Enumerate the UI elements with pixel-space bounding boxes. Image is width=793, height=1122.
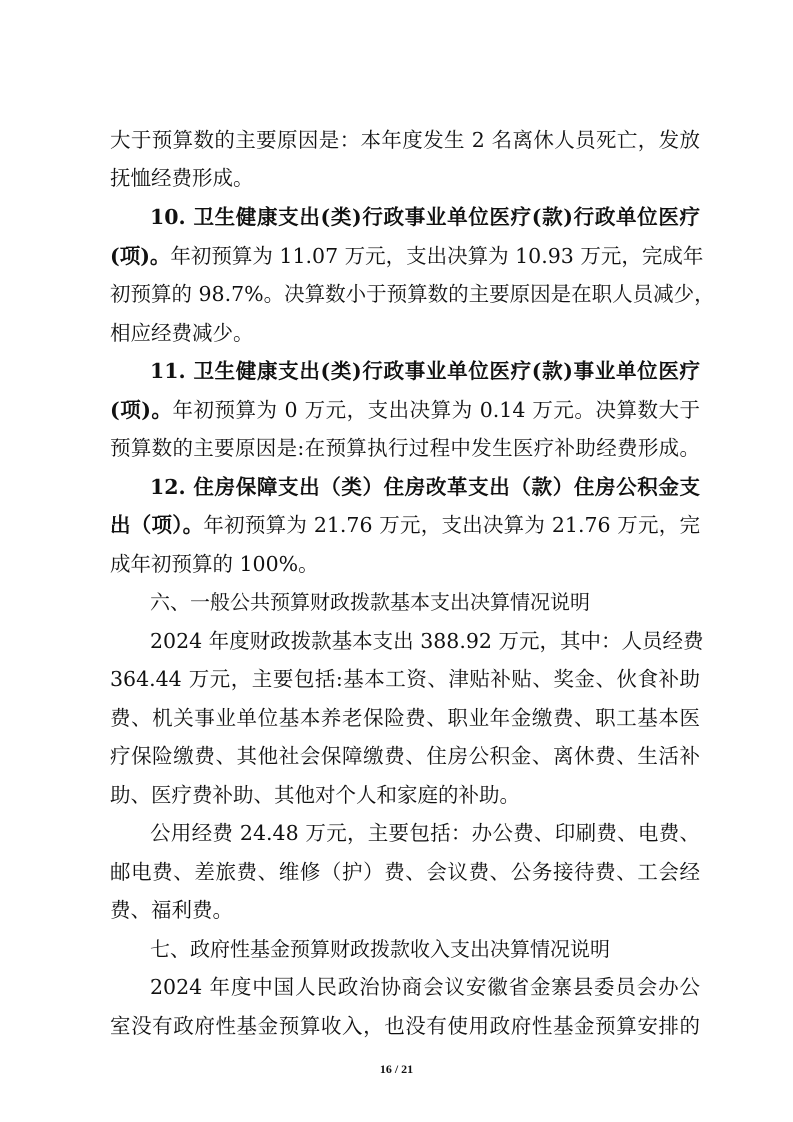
paragraph-line: 公用经费 24.48 万元，主要包括：办公费、印刷费、电费、 [150, 821, 700, 845]
paragraph-line: 邮电费、差旅费、维修（护）费、会议费、公务接待费、工会经 [110, 860, 700, 884]
section-heading-7: 七、政府性基金预算财政拨款收入支出决算情况说明 [150, 937, 610, 961]
item-11-title: 11. 卫生健康支出(类)行政事业单位医疗(款)事业单位医疗 [150, 359, 700, 383]
paragraph-line: (项)。年初预算为 0 万元，支出决算为 0.14 万元。决算数大于 [110, 398, 700, 422]
paragraph-line: 成年初预算的 100%。 [110, 552, 319, 576]
paragraph-line: (项)。年初预算为 11.07 万元，支出决算为 10.93 万元，完成年 [110, 244, 704, 268]
item-10-title: 10. 卫生健康支出(类)行政事业单位医疗(款)行政单位医疗 [150, 205, 700, 229]
item-12-title: 12. 住房保障支出（类）住房改革支出（款）住房公积金支 [150, 475, 700, 499]
paragraph-line: 助、医疗费补助、其他对个人和家庭的补助。 [110, 783, 520, 807]
paragraph-line: 费、机关事业单位基本养老保险费、职业年金缴费、职工基本医 [110, 706, 700, 730]
paragraph-line: 出（项）。年初预算为 21.76 万元，支出决算为 21.76 万元，完 [110, 513, 700, 537]
paragraph-line: 大于预算数的主要原因是：本年度发生 2 名离休人员死亡，发放 [110, 128, 700, 152]
paragraph-line: 抚恤经费形成。 [110, 166, 254, 190]
section-heading-6: 六、一般公共预算财政拨款基本支出决算情况说明 [150, 590, 590, 614]
paragraph-line: 364.44 万元，主要包括:基本工资、津贴补贴、奖金、伙食补助 [110, 667, 700, 691]
page-number: 16 / 21 [379, 1062, 414, 1076]
paragraph-line: 2024 年度财政拨款基本支出 388.92 万元，其中：人员经费 [150, 629, 704, 653]
paragraph-line: 室没有政府性基金预算收入，也没有使用政府性基金预算安排的 [110, 1014, 700, 1038]
paragraph-line: 初预算的 98.7%。决算数小于预算数的主要原因是在职人员减少， [110, 282, 715, 306]
paragraph-line: 疗保险缴费、其他社会保障缴费、住房公积金、离休费、生活补 [110, 744, 700, 768]
paragraph-line: 预算数的主要原因是:在预算执行过程中发生医疗补助经费形成。 [110, 436, 700, 460]
paragraph-line: 相应经费减少。 [110, 321, 254, 345]
paragraph-line: 2024 年度中国人民政治协商会议安徽省金寨县委员会办公 [150, 975, 700, 999]
paragraph-line: 费、福利费。 [110, 898, 233, 922]
